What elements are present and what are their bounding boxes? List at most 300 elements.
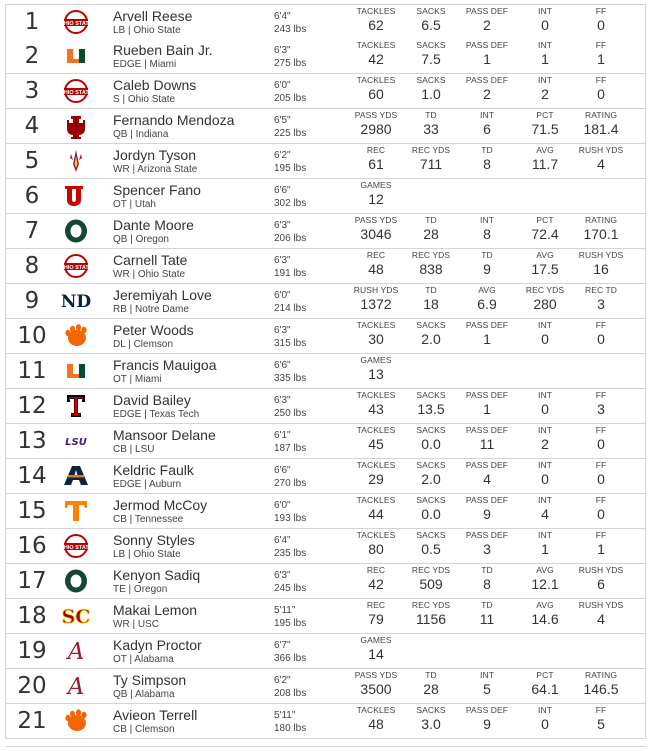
stat-value: 4 [597, 611, 605, 627]
player-rank: 10 [17, 323, 47, 349]
stat-value: 6.9 [477, 296, 497, 312]
player-position-school: EDGE | Texas Tech [113, 409, 200, 420]
player-position-school: LB | Ohio State [113, 25, 181, 36]
player-rank: 13 [17, 428, 47, 454]
player-name[interactable]: Mansoor Delane [113, 427, 216, 443]
stat-label: RUSH YDS [578, 145, 624, 155]
stat-label: FF [595, 40, 607, 50]
stat-value: 3500 [360, 681, 392, 697]
player-height: 6'6" [274, 465, 291, 476]
stat-value: 14 [368, 646, 384, 662]
stat-cell [566, 600, 636, 627]
player-name[interactable]: Carnell Tate [113, 252, 188, 268]
player-position-school: DL | Clemson [113, 339, 174, 350]
stat-label: PASS DEF [465, 495, 509, 505]
player-position-school: CB | Tennessee [113, 514, 184, 525]
stat-value: 0 [541, 716, 549, 732]
player-position-school: EDGE | Miami [113, 59, 177, 70]
stat-value: 6 [483, 121, 491, 137]
stat-label: INT [480, 110, 494, 120]
stat-value: 8 [483, 226, 491, 242]
stat-label: AVG [478, 285, 496, 295]
player-height: 6'5" [274, 115, 291, 126]
stat-value: 64.1 [531, 681, 559, 697]
stat-label: SACKS [416, 705, 446, 715]
player-weight: 205 lbs [274, 93, 307, 104]
player-position-school: RB | Notre Dame [113, 304, 189, 315]
stat-label: PASS DEF [465, 705, 509, 715]
stat-value: 8 [483, 156, 491, 172]
stat-label: PASS YDS [354, 215, 398, 225]
stat-cell [341, 355, 411, 382]
player-position-school: QB | Oregon [113, 234, 169, 245]
stat-label: GAMES [360, 635, 392, 645]
stat-value: 28 [423, 226, 439, 242]
stat-value: 42 [368, 51, 384, 67]
player-name[interactable]: Avieon Terrell [113, 707, 198, 723]
player-row[interactable] [5, 109, 646, 144]
stat-value: 0.0 [421, 436, 441, 452]
stat-label: AVG [536, 565, 554, 575]
stat-label: AVG [536, 145, 554, 155]
stat-label: TACKLES [356, 320, 396, 330]
player-position-school: QB | Indiana [113, 129, 169, 140]
stat-value: 60 [368, 86, 384, 102]
stat-cell [566, 285, 636, 312]
player-rank: 19 [17, 638, 47, 664]
stat-label: REC TD [584, 285, 618, 295]
player-rank: 2 [24, 43, 40, 69]
player-row[interactable] [5, 529, 646, 564]
player-height: 6'0" [274, 500, 291, 511]
player-weight: 206 lbs [274, 233, 307, 244]
oregon-logo-icon [62, 218, 90, 244]
player-rank: 21 [17, 708, 47, 734]
ohio-state-logo-icon [59, 78, 93, 104]
stat-value: 170.1 [583, 226, 619, 242]
stat-value: 2 [483, 17, 491, 33]
stat-label: FF [595, 495, 607, 505]
player-rank: 6 [24, 183, 40, 209]
stat-value: 0 [597, 506, 605, 522]
stat-value: 181.4 [583, 121, 619, 137]
stat-value: 146.5 [583, 681, 619, 697]
stat-label: INT [538, 495, 552, 505]
stat-value: 12.1 [531, 576, 559, 592]
stat-cell [566, 145, 636, 172]
stat-value: 9 [483, 716, 491, 732]
stat-label: PCT [536, 215, 554, 225]
player-row[interactable] [5, 39, 646, 74]
lsu-logo-icon [62, 428, 90, 454]
stat-label: SACKS [416, 495, 446, 505]
stat-value: 0 [597, 86, 605, 102]
alabama-logo-icon [62, 673, 90, 699]
player-weight: 187 lbs [274, 443, 307, 454]
player-rank: 4 [24, 113, 40, 139]
stat-label: FF [595, 390, 607, 400]
player-row[interactable] [5, 4, 646, 40]
stat-label: TACKLES [356, 6, 396, 16]
player-weight: 191 lbs [274, 268, 307, 279]
stat-value: 0 [597, 471, 605, 487]
player-height: 6'2" [274, 150, 291, 161]
player-weight: 302 lbs [274, 198, 307, 209]
stat-value: 11 [479, 436, 495, 452]
stat-label: SACKS [416, 425, 446, 435]
player-weight: 195 lbs [274, 618, 307, 629]
player-weight: 193 lbs [274, 513, 307, 524]
stat-value: 1156 [415, 611, 447, 627]
indiana-logo-icon [62, 113, 90, 139]
stat-label: TD [425, 215, 437, 225]
player-height: 5'11" [274, 605, 296, 616]
player-rank: 1 [24, 9, 40, 35]
stat-value: 45 [368, 436, 384, 452]
svg-text:A: A [67, 674, 85, 700]
stat-value: 33 [423, 121, 439, 137]
stat-value: 14.6 [531, 611, 559, 627]
player-height: 6'3" [274, 395, 291, 406]
stat-label: INT [538, 390, 552, 400]
player-height: 6'4" [274, 11, 291, 22]
stat-label: PCT [536, 670, 554, 680]
stat-label: RATING [584, 670, 618, 680]
stat-label: REC YDS [411, 250, 451, 260]
player-weight: 235 lbs [274, 548, 307, 559]
stat-label: REC [366, 250, 386, 260]
stat-cell [566, 215, 636, 242]
stat-value: 4 [483, 471, 491, 487]
alabama-logo-icon [62, 638, 90, 664]
stat-value: 42 [368, 576, 384, 592]
stat-label: SACKS [416, 320, 446, 330]
player-height: 6'2" [274, 675, 291, 686]
player-position-school: OT | Alabama [113, 654, 174, 665]
stat-value: 61 [368, 156, 384, 172]
player-height: 6'3" [274, 570, 291, 581]
stat-value: 28 [423, 681, 439, 697]
stat-label: TD [481, 145, 493, 155]
player-weight: 195 lbs [274, 163, 307, 174]
stat-value: 12 [368, 191, 384, 207]
stat-value: 72.4 [531, 226, 559, 242]
stat-value: 711 [419, 156, 443, 172]
svg-text:OHIO STATE: OHIO STATE [59, 89, 93, 96]
stat-value: 2980 [360, 121, 392, 137]
stat-value: 5 [483, 681, 491, 697]
stat-label: SACKS [416, 530, 446, 540]
stat-label: TACKLES [356, 530, 396, 540]
player-row[interactable] [5, 424, 646, 459]
stat-label: TACKLES [356, 390, 396, 400]
player-name[interactable]: Ty Simpson [113, 672, 187, 688]
player-name[interactable]: Arvell Reese [113, 8, 193, 24]
stat-value: 43 [368, 401, 384, 417]
stat-cell [566, 75, 636, 102]
stat-label: TD [425, 110, 437, 120]
player-weight: 225 lbs [274, 128, 307, 139]
stat-label: INT [538, 40, 552, 50]
stat-value: 0 [541, 331, 549, 347]
player-name[interactable]: Makai Lemon [113, 602, 198, 618]
player-row[interactable] [5, 249, 646, 284]
stat-label: INT [538, 425, 552, 435]
stat-label: PASS YDS [354, 670, 398, 680]
stat-label: RATING [584, 110, 618, 120]
player-rank: 17 [17, 568, 47, 594]
player-position-school: CB | LSU [113, 444, 155, 455]
stat-label: FF [595, 320, 607, 330]
stat-value: 11 [479, 611, 495, 627]
stat-label: PASS DEF [465, 425, 509, 435]
stat-value: 48 [368, 261, 384, 277]
player-position-school: CB | Clemson [113, 724, 175, 735]
stat-value: 1 [541, 51, 549, 67]
stat-label: TD [425, 285, 437, 295]
stat-value: 1 [483, 51, 491, 67]
stat-value: 0.0 [421, 506, 441, 522]
player-row[interactable] [5, 634, 646, 669]
player-height: 6'6" [274, 185, 291, 196]
stat-cell [566, 670, 636, 697]
stat-label: TACKLES [356, 40, 396, 50]
player-name[interactable]: Jordyn Tyson [113, 147, 197, 163]
stat-cell [566, 565, 636, 592]
stat-label: INT [538, 460, 552, 470]
player-name[interactable]: Sonny Styles [113, 532, 195, 548]
stat-label: FF [595, 460, 607, 470]
player-name[interactable]: Fernando Mendoza [113, 112, 235, 128]
player-height: 6'0" [274, 80, 291, 91]
player-name[interactable]: Kenyon Sadiq [113, 567, 201, 583]
player-weight: 335 lbs [274, 373, 307, 384]
stat-cell [566, 6, 636, 33]
stat-value: 9 [483, 261, 491, 277]
player-height: 6'7" [274, 640, 291, 651]
stat-value: 2 [483, 86, 491, 102]
stat-value: 0 [541, 17, 549, 33]
player-position-school: TE | Oregon [113, 584, 168, 595]
stat-label: SACKS [416, 40, 446, 50]
stat-label: RUSH YDS [578, 250, 624, 260]
player-name[interactable]: Rueben Bain Jr. [113, 42, 213, 58]
stat-value: 2 [541, 86, 549, 102]
stat-label: AVG [536, 600, 554, 610]
player-name[interactable]: David Bailey [113, 392, 191, 408]
stat-label: TACKLES [356, 705, 396, 715]
stat-value: 3 [597, 401, 605, 417]
player-position-school: EDGE | Auburn [113, 479, 182, 490]
player-position-school: QB | Alabama [113, 689, 175, 700]
player-name[interactable]: Jermod McCoy [113, 497, 208, 513]
stat-value: 48 [368, 716, 384, 732]
player-name[interactable]: Kadyn Proctor [113, 637, 202, 653]
player-height: 6'6" [274, 360, 291, 371]
stat-label: INT [538, 530, 552, 540]
stat-label: FF [595, 530, 607, 540]
player-row[interactable] [5, 144, 646, 179]
stat-value: 6.5 [421, 17, 441, 33]
stat-label: SACKS [416, 6, 446, 16]
player-row[interactable] [5, 284, 646, 319]
player-height: 6'3" [274, 45, 291, 56]
stat-cell [566, 705, 636, 732]
stat-label: RUSH YDS [353, 285, 399, 295]
player-weight: 315 lbs [274, 338, 307, 349]
stat-label: REC YDS [525, 285, 565, 295]
stat-value: 509 [419, 576, 443, 592]
stat-value: 9 [483, 506, 491, 522]
stat-value: 44 [368, 506, 384, 522]
player-position-school: WR | Arizona State [113, 164, 198, 175]
stat-cell [566, 425, 636, 452]
stat-label: PASS DEF [465, 530, 509, 540]
stat-cell [566, 110, 636, 137]
stat-label: PCT [536, 110, 554, 120]
stat-label: PASS DEF [465, 40, 509, 50]
stat-value: 0 [597, 17, 605, 33]
player-name[interactable]: Dante Moore [113, 217, 194, 233]
stat-label: REC [366, 565, 386, 575]
miami-logo-icon [62, 43, 90, 69]
stat-label: RATING [584, 215, 618, 225]
stat-value: 1 [483, 401, 491, 417]
player-row[interactable] [5, 389, 646, 424]
stat-label: TACKLES [356, 75, 396, 85]
stat-label: FF [595, 705, 607, 715]
stat-label: FF [595, 425, 607, 435]
player-height: 5'11" [274, 710, 296, 721]
stat-cell [566, 320, 636, 347]
stat-label: INT [538, 320, 552, 330]
stat-value: 838 [419, 261, 443, 277]
stat-label: PASS DEF [465, 75, 509, 85]
stat-value: 1 [541, 541, 549, 557]
stat-label: PASS DEF [465, 460, 509, 470]
stat-value: 79 [368, 611, 384, 627]
player-weight: 180 lbs [274, 723, 307, 734]
player-name[interactable]: Keldric Faulk [113, 462, 194, 478]
player-name[interactable]: Francis Mauigoa [113, 357, 217, 373]
svg-text:OHIO STATE: OHIO STATE [59, 264, 93, 271]
stat-value: 30 [368, 331, 384, 347]
player-row[interactable] [5, 494, 646, 529]
player-row[interactable] [5, 319, 646, 354]
stat-value: 3 [483, 541, 491, 557]
stat-value: 0.5 [421, 541, 441, 557]
player-height: 6'3" [274, 220, 291, 231]
stat-value: 3046 [360, 226, 392, 242]
stat-label: INT [538, 6, 552, 16]
stat-label: INT [538, 75, 552, 85]
stat-label: INT [480, 670, 494, 680]
stat-label: REC YDS [411, 600, 451, 610]
player-rank: 20 [17, 673, 47, 699]
svg-text:ND: ND [60, 292, 92, 312]
usc-logo-icon [62, 603, 90, 629]
player-row[interactable] [5, 599, 646, 634]
player-rank: 12 [17, 393, 47, 419]
stat-cell [341, 635, 411, 662]
stat-value: 2 [541, 436, 549, 452]
ohio-state-logo-icon [59, 9, 93, 35]
miami-logo-icon [62, 358, 90, 384]
player-name[interactable]: Spencer Fano [113, 182, 201, 198]
player-row[interactable] [5, 459, 646, 494]
notre-dame-logo-icon [62, 288, 90, 314]
stat-label: INT [480, 215, 494, 225]
stat-value: 1 [597, 51, 605, 67]
player-row[interactable] [5, 179, 646, 214]
stat-value: 29 [368, 471, 384, 487]
stat-label: PASS DEF [465, 390, 509, 400]
player-row[interactable] [5, 354, 646, 389]
stat-label: RUSH YDS [578, 600, 624, 610]
ohio-state-logo-icon [59, 533, 93, 559]
stat-label: GAMES [360, 355, 392, 365]
stat-cell [566, 495, 636, 522]
player-weight: 250 lbs [274, 408, 307, 419]
stat-value: 18 [423, 296, 439, 312]
player-row[interactable] [5, 564, 646, 599]
stat-label: SACKS [416, 390, 446, 400]
player-weight: 214 lbs [274, 303, 307, 314]
player-row[interactable] [5, 669, 646, 704]
player-weight: 208 lbs [274, 688, 307, 699]
divider [5, 746, 646, 751]
player-weight: 243 lbs [274, 24, 307, 35]
player-position-school: OT | Miami [113, 374, 162, 385]
stat-label: GAMES [360, 180, 392, 190]
player-row[interactable] [5, 704, 646, 739]
stat-value: 17.5 [531, 261, 559, 277]
stat-value: 6 [597, 576, 605, 592]
stat-label: REC YDS [411, 145, 451, 155]
player-height: 6'1" [274, 430, 291, 441]
player-height: 6'3" [274, 325, 291, 336]
player-name[interactable]: Caleb Downs [113, 77, 197, 93]
player-position-school: WR | USC [113, 619, 159, 630]
player-weight: 245 lbs [274, 583, 307, 594]
stat-value: 2.0 [421, 471, 441, 487]
stat-value: 13 [368, 366, 384, 382]
stat-value: 1.0 [421, 86, 441, 102]
stat-value: 71.5 [531, 121, 559, 137]
player-height: 6'4" [274, 535, 291, 546]
stat-label: SACKS [416, 460, 446, 470]
oregon-logo-icon [62, 568, 90, 594]
player-weight: 270 lbs [274, 478, 307, 489]
stat-value: 0 [541, 471, 549, 487]
stat-cell [566, 390, 636, 417]
player-position-school: WR | Ohio State [113, 269, 186, 280]
stat-value: 1 [597, 541, 605, 557]
player-row[interactable] [5, 214, 646, 249]
utah-logo-icon [62, 183, 90, 209]
svg-text:A: A [67, 639, 85, 665]
player-name[interactable]: Jeremiyah Love [113, 287, 212, 303]
player-rank: 11 [17, 358, 47, 384]
stat-value: 13.5 [417, 401, 445, 417]
player-name[interactable]: Peter Woods [113, 322, 194, 338]
stat-label: REC [366, 145, 386, 155]
player-row[interactable] [5, 74, 646, 109]
player-position-school: S | Ohio State [113, 94, 176, 105]
stat-value: 3 [597, 296, 605, 312]
player-rank: 16 [17, 533, 47, 559]
texas-tech-logo-icon [62, 393, 90, 419]
